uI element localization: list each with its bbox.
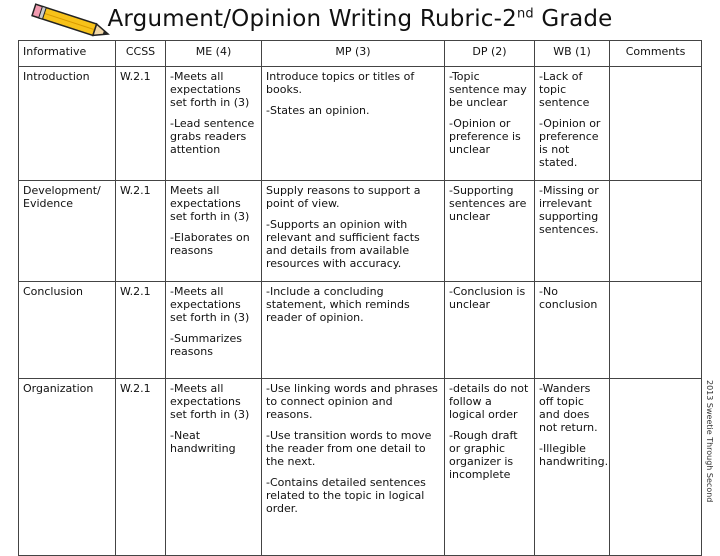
header-informative: Informative [19, 41, 116, 67]
header-comments: Comments [610, 41, 702, 67]
header-ccss: CCSS [116, 41, 166, 67]
cell-text: Supply reasons to support a point of view. [266, 184, 421, 210]
rubric-table [18, 40, 702, 556]
ccss-cell: W.2.1 [116, 379, 166, 556]
cell-text: -No conclusion [539, 285, 598, 311]
cell-text: -Rough draft or graphic organizer is incomplete [449, 429, 518, 481]
ccss-cell: W.2.1 [116, 67, 166, 181]
table-row [19, 181, 702, 282]
cell-text: -Illegible handwriting. [539, 442, 609, 468]
comments-cell[interactable] [610, 67, 702, 181]
dp-cell [445, 181, 535, 282]
dp-cell [445, 282, 535, 379]
cell-text: -Contains detailed sentences related to the topic in logical order. [266, 476, 426, 515]
cell-text: Introduce topics or titles of books. [266, 70, 415, 96]
cell-text: -Supports an opinion with relevant and sufficient facts and details from available resources with accuracy. [266, 218, 420, 270]
dp-cell [445, 67, 535, 181]
category-cell: Conclusion [19, 282, 116, 379]
wb-cell [535, 181, 610, 282]
cell-text: -Wanders off topic and does not return. [539, 382, 598, 434]
cell-text: -Opinion or preference is unclear [449, 117, 521, 156]
me-cell [166, 379, 262, 556]
table-row [19, 67, 702, 181]
cell-text: -Summarizes reasons [170, 332, 242, 358]
dp-cell [445, 379, 535, 556]
cell-text: -States an opinion. [266, 104, 370, 117]
cell-text: -Use transition words to move the reader from one detail to the next. [266, 429, 432, 468]
cell-text: -Meets all expectations set forth in (3) [170, 382, 250, 421]
cell-text: Meets all expectations set forth in (3) [170, 184, 250, 223]
ccss-cell: W.2.1 [116, 282, 166, 379]
wb-cell [535, 67, 610, 181]
header-mp: MP (3) [262, 41, 445, 67]
mp-cell [262, 379, 445, 556]
wb-cell [535, 379, 610, 556]
cell-text: -Neat handwriting [170, 429, 236, 455]
comments-cell[interactable] [610, 379, 702, 556]
comments-cell[interactable] [610, 282, 702, 379]
comments-cell[interactable] [610, 181, 702, 282]
cell-text: -Include a concluding statement, which reminds reader of opinion. [266, 285, 410, 324]
header-wb: WB (1) [535, 41, 610, 67]
category-cell: Development/ Evidence [19, 181, 116, 282]
mp-cell [262, 67, 445, 181]
table-row [19, 379, 702, 556]
header-dp: DP (2) [445, 41, 535, 67]
ccss-cell: W.2.1 [116, 181, 166, 282]
cell-text: -details do not follow a logical order [449, 382, 529, 421]
cell-text: -Meets all expectations set forth in (3) [170, 70, 250, 109]
cell-text: -Lead sentence grabs readers attention [170, 117, 255, 156]
cell-text: -Elaborates on reasons [170, 231, 250, 257]
copyright-text: 2013 Sweetie Through Second [705, 380, 714, 503]
cell-text: -Topic sentence may be unclear [449, 70, 527, 109]
wb-cell [535, 282, 610, 379]
page-title: Argument/Opinion Writing Rubric-2nd Grade [107, 6, 613, 32]
mp-cell [262, 181, 445, 282]
me-cell [166, 181, 262, 282]
header-me: ME (4) [166, 41, 262, 67]
cell-text: -Missing or irrelevant supporting sentences. [539, 184, 599, 236]
cell-text: -Use linking words and phrases to connect opinion and reasons. [266, 382, 438, 421]
mp-cell [262, 282, 445, 379]
cell-text: -Opinion or preference is not stated. [539, 117, 601, 169]
table-row [19, 282, 702, 379]
me-cell [166, 282, 262, 379]
me-cell [166, 67, 262, 181]
cell-text: -Conclusion is unclear [449, 285, 526, 311]
category-cell: Introduction [19, 67, 116, 181]
cell-text: -Lack of topic sentence [539, 70, 590, 109]
header-row [19, 41, 702, 67]
cell-text: -Supporting sentences are unclear [449, 184, 527, 223]
cell-text: -Meets all expectations set forth in (3) [170, 285, 250, 324]
category-cell: Organization [19, 379, 116, 556]
